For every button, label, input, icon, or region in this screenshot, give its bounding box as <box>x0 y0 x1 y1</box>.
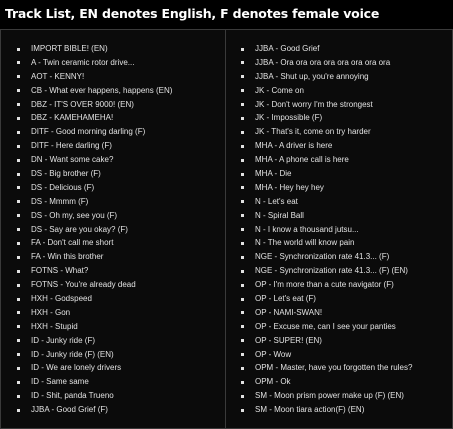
bullet-icon <box>241 173 244 176</box>
track-label: DBZ - KAMEHAMEHA! <box>31 113 114 123</box>
bullet-icon <box>17 145 20 148</box>
track-item <box>17 125 222 139</box>
track-item <box>241 375 451 389</box>
track-label: DS - Delicious (F) <box>31 182 95 192</box>
bullet-icon <box>17 159 20 162</box>
track-label: OP - Let's eat (F) <box>255 294 316 304</box>
bullet-icon <box>241 381 244 384</box>
track-label: N - I know a thousand jutsu... <box>255 224 359 234</box>
track-label: FOTNS - You're already dead <box>31 280 136 290</box>
track-item <box>17 195 222 209</box>
track-label: MHA - A driver is here <box>255 141 333 151</box>
track-label: HXH - Stupid <box>31 321 78 331</box>
track-item <box>241 125 451 139</box>
bullet-icon <box>241 75 244 78</box>
bullet-icon <box>241 270 244 273</box>
page-title: Track List, EN denotes English, F denotes female voice <box>5 6 380 21</box>
track-item <box>17 139 222 153</box>
track-label: ID - Junky ride (F) (EN) <box>31 349 114 359</box>
bullet-icon <box>241 61 244 64</box>
track-label: SM - Moon prism power make up (F) (EN) <box>255 391 404 401</box>
track-item <box>17 278 222 292</box>
track-label: JJBA - Ora ora ora ora ora ora ora ora <box>255 57 391 67</box>
bullet-icon <box>17 48 20 51</box>
bullet-icon <box>241 242 244 245</box>
track-item <box>241 153 451 167</box>
bullet-icon <box>17 325 20 328</box>
track-item <box>241 139 451 153</box>
track-item <box>241 348 451 362</box>
bullet-icon <box>241 145 244 148</box>
track-item <box>17 389 222 403</box>
track-label: AOT - KENNY! <box>31 71 85 81</box>
bullet-icon <box>17 381 20 384</box>
bullet-icon <box>241 228 244 231</box>
track-label: DN - Want some cake? <box>31 155 114 165</box>
bullet-icon <box>17 75 20 78</box>
bullet-icon <box>17 270 20 273</box>
track-item <box>241 84 451 98</box>
track-label: IMPORT BIBLE! (EN) <box>31 44 108 53</box>
track-label: HXH - Godspeed <box>31 294 92 304</box>
track-label: DBZ - IT'S OVER 9000! (EN) <box>31 99 134 109</box>
track-label: DS - Oh my, see you (F) <box>31 210 118 220</box>
bullet-icon <box>17 228 20 231</box>
bullet-icon <box>17 339 20 342</box>
track-item <box>241 278 451 292</box>
bullet-icon <box>241 325 244 328</box>
track-item <box>17 70 222 84</box>
bullet-icon <box>17 311 20 314</box>
track-label: OP - Excuse me, can I see your panties <box>255 321 396 331</box>
track-item <box>17 334 222 348</box>
track-label: JK - Come on <box>255 85 304 95</box>
bullet-icon <box>17 200 20 203</box>
track-item <box>17 292 222 306</box>
bullet-icon <box>17 89 20 92</box>
track-item <box>17 56 222 70</box>
bullet-icon <box>17 353 20 356</box>
track-item <box>241 403 451 417</box>
track-item <box>241 264 451 278</box>
track-label: OP - Wow <box>255 349 292 359</box>
bullet-icon <box>17 117 20 120</box>
track-list-panel <box>0 29 453 429</box>
track-label: OP - I'm more than a cute navigator (F) <box>255 280 394 290</box>
bullet-icon <box>241 298 244 301</box>
track-item <box>17 361 222 375</box>
track-item <box>241 56 451 70</box>
bullet-icon <box>17 186 20 189</box>
bullet-icon <box>241 339 244 342</box>
track-label: OPM - Ok <box>255 377 291 387</box>
bullet-icon <box>241 256 244 259</box>
bullet-icon <box>17 61 20 64</box>
track-item <box>241 250 451 264</box>
track-label: ID - Shit, panda Trueno <box>31 391 114 401</box>
bullet-icon <box>241 311 244 314</box>
track-label: JK - Impossible (F) <box>255 113 323 123</box>
bullet-icon <box>17 367 20 370</box>
track-label: HXH - Gon <box>31 307 71 317</box>
track-list-right-column <box>241 42 451 417</box>
track-item <box>241 167 451 181</box>
bullet-icon <box>241 131 244 134</box>
track-label: DITF - Good morning darling (F) <box>31 127 146 137</box>
track-item <box>17 320 222 334</box>
track-item <box>17 209 222 223</box>
track-label: DITF - Here darling (F) <box>31 141 112 151</box>
bullet-icon <box>241 367 244 370</box>
track-label: FA - Win this brother <box>31 252 104 262</box>
bullet-icon <box>241 409 244 412</box>
track-label: OP - SUPER! (EN) <box>255 335 322 345</box>
track-item <box>241 306 451 320</box>
track-item <box>17 98 222 112</box>
bullet-icon <box>241 159 244 162</box>
track-label: FOTNS - What? <box>31 266 89 276</box>
track-label: OPM - Master, have you forgotten the rules? <box>255 363 413 373</box>
track-label: JJBA - Shut up, you're annoying <box>255 71 369 81</box>
track-item <box>241 320 451 334</box>
track-label: DS - Say are you okay? (F) <box>31 224 128 234</box>
track-label: NGE - Synchronization rate 41.3... (F) <box>255 252 390 262</box>
bullet-icon <box>17 103 20 106</box>
track-item <box>241 195 451 209</box>
track-label: N - Let's eat <box>255 196 298 206</box>
bullet-icon <box>17 173 20 176</box>
track-item <box>17 111 222 125</box>
bullet-icon <box>241 353 244 356</box>
track-item <box>241 111 451 125</box>
track-list-left-column <box>17 42 222 417</box>
track-label: DS - Mmmm (F) <box>31 196 89 206</box>
bullet-icon <box>241 214 244 217</box>
track-item <box>241 361 451 375</box>
track-label: JJBA - Good Grief (F) <box>31 405 108 415</box>
bullet-icon <box>241 117 244 120</box>
track-item <box>241 42 451 56</box>
track-label: ID - Junky ride (F) <box>31 335 96 345</box>
track-item <box>241 389 451 403</box>
track-item <box>17 153 222 167</box>
track-item <box>241 70 451 84</box>
track-item <box>17 84 222 98</box>
track-item <box>17 306 222 320</box>
track-item <box>17 42 222 56</box>
track-label: SM - Moon tiara action(F) (EN) <box>255 405 365 415</box>
track-item <box>241 98 451 112</box>
track-label: N - Spiral Ball <box>255 210 304 220</box>
track-item <box>241 223 451 237</box>
track-label: JK - That's it, come on try harder <box>255 127 371 137</box>
track-label: JJBA - Good Grief <box>255 44 320 53</box>
track-item <box>17 181 222 195</box>
track-item <box>241 181 451 195</box>
track-item <box>17 223 222 237</box>
track-item <box>17 167 222 181</box>
bullet-icon <box>17 298 20 301</box>
column-divider <box>225 30 226 428</box>
track-label: OP - NAMI-SWAN! <box>255 307 323 317</box>
bullet-icon <box>241 284 244 287</box>
track-item <box>17 348 222 362</box>
track-label: MHA - A phone call is here <box>255 155 349 165</box>
bullet-icon <box>17 242 20 245</box>
bullet-icon <box>17 284 20 287</box>
track-item <box>17 264 222 278</box>
track-label: A - Twin ceramic rotor drive... <box>31 57 135 67</box>
bullet-icon <box>241 48 244 51</box>
track-item <box>241 334 451 348</box>
bullet-icon <box>241 395 244 398</box>
track-item <box>17 375 222 389</box>
bullet-icon <box>241 103 244 106</box>
track-label: N - The world will know pain <box>255 238 355 248</box>
track-label: MHA - Hey hey hey <box>255 182 324 192</box>
track-label: MHA - Die <box>255 169 292 179</box>
track-item <box>17 403 222 417</box>
bullet-icon <box>17 131 20 134</box>
bullet-icon <box>17 256 20 259</box>
track-item <box>241 209 451 223</box>
track-label: ID - Same same <box>31 377 89 387</box>
bullet-icon <box>17 409 20 412</box>
bullet-icon <box>17 395 20 398</box>
bullet-icon <box>241 186 244 189</box>
track-label: CB - What ever happens, happens (EN) <box>31 85 173 95</box>
track-item <box>241 292 451 306</box>
bullet-icon <box>17 214 20 217</box>
track-label: DS - Big brother (F) <box>31 169 101 179</box>
track-label: ID - We are lonely drivers <box>31 363 122 373</box>
track-item <box>17 250 222 264</box>
bullet-icon <box>241 200 244 203</box>
track-label: JK - Don't worry I'm the strongest <box>255 99 373 109</box>
track-label: NGE - Synchronization rate 41.3... (F) (EN) <box>255 266 408 276</box>
bullet-icon <box>241 89 244 92</box>
track-item <box>17 236 222 250</box>
track-item <box>241 236 451 250</box>
track-label: FA - Don't call me short <box>31 238 114 248</box>
